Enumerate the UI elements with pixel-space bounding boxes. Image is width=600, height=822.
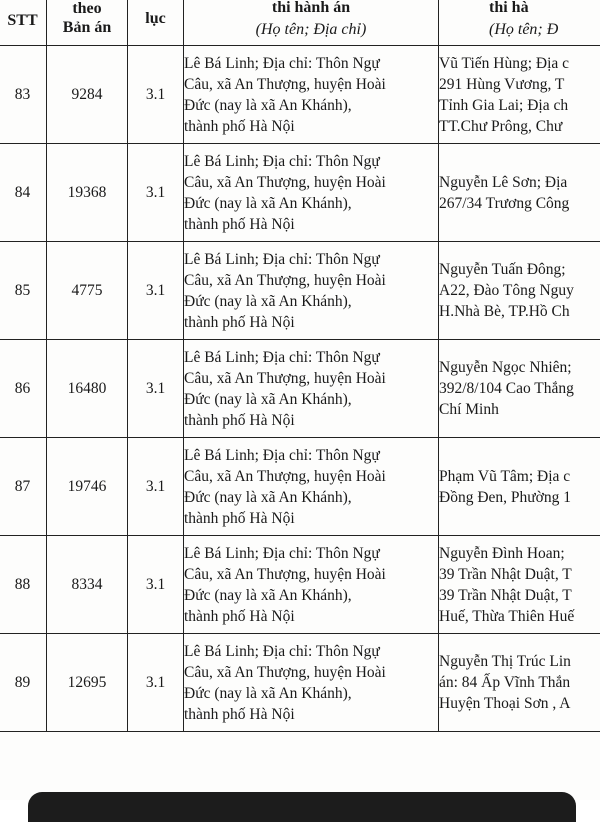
bottom-edge-shape <box>28 792 576 822</box>
cell-phu-luc <box>128 46 184 144</box>
other-line: 392/8/104 Cao Thắng <box>439 378 600 399</box>
cell-stt-text: 84 <box>15 184 31 201</box>
cell-phu-luc-text: 3.1 <box>146 478 165 495</box>
cell-stt <box>0 242 47 340</box>
cell-phu-luc <box>128 242 184 340</box>
nguoi-line: Đức (nay là xã An Khánh), <box>184 683 438 704</box>
nguoi-line: Câu, xã An Thượng, huyện Hoài <box>184 172 438 193</box>
table-row <box>0 340 600 438</box>
other-line: án: 84 Ấp Vĩnh Thắn <box>439 672 600 693</box>
cell-ban-an <box>47 634 128 732</box>
nguoi-line: Lê Bá Linh; Địa chỉ: Thôn Ngự <box>184 249 438 270</box>
nguoi-line: Câu, xã An Thượng, huyện Hoài <box>184 74 438 95</box>
cell-stt-text: 89 <box>15 674 31 691</box>
cell-phu-luc <box>128 438 184 536</box>
cell-nguoi-duoc-thi-hanh <box>439 46 600 144</box>
cell-stt-text: 86 <box>15 380 31 397</box>
nguoi-line: thành phố Hà Nội <box>184 606 438 627</box>
other-line: 39 Trần Nhật Duật, T <box>439 585 600 606</box>
cell-phu-luc-text: 3.1 <box>146 576 165 593</box>
cell-phu-luc-text: 3.1 <box>146 282 165 299</box>
cell-phu-luc <box>128 144 184 242</box>
table-row <box>0 46 600 144</box>
table-row <box>0 144 600 242</box>
nguoi-line: Câu, xã An Thượng, huyện Hoài <box>184 564 438 585</box>
header-other-sub: (Họ tên; Đ <box>489 20 600 39</box>
cell-stt-text: 83 <box>15 86 31 103</box>
cell-ban-an <box>47 144 128 242</box>
nguoi-line: Lê Bá Linh; Địa chỉ: Thôn Ngự <box>184 641 438 662</box>
nguoi-line: thành phố Hà Nội <box>184 704 438 725</box>
table-row <box>0 438 600 536</box>
cell-stt <box>0 340 47 438</box>
nguoi-line: Câu, xã An Thượng, huyện Hoài <box>184 270 438 291</box>
nguoi-line: thành phố Hà Nội <box>184 508 438 529</box>
header-ban-an <box>47 0 128 46</box>
cell-nguoi-phai-thi-hanh <box>184 340 439 438</box>
nguoi-line: thành phố Hà Nội <box>184 116 438 137</box>
cell-ban-an <box>47 242 128 340</box>
other-line: Huế, Thừa Thiên Huế <box>439 606 600 627</box>
other-line: Nguyễn Đình Hoan; <box>439 543 600 564</box>
nguoi-line: Lê Bá Linh; Địa chỉ: Thôn Ngự <box>184 347 438 368</box>
cell-ban-an-text: 8334 <box>72 576 103 593</box>
cell-phu-luc <box>128 536 184 634</box>
other-line: Nguyễn Tuấn Đông; <box>439 259 600 280</box>
header-nguoi-duoc-thi-hanh <box>439 0 600 46</box>
cell-stt <box>0 438 47 536</box>
nguoi-line: Đức (nay là xã An Khánh), <box>184 291 438 312</box>
nguoi-line: Đức (nay là xã An Khánh), <box>184 95 438 116</box>
cell-nguoi-duoc-thi-hanh <box>439 536 600 634</box>
cell-nguoi-phai-thi-hanh <box>184 242 439 340</box>
nguoi-line: thành phố Hà Nội <box>184 312 438 333</box>
other-line: Nguyễn Lê Sơn; Địa <box>439 172 600 193</box>
nguoi-line: Lê Bá Linh; Địa chỉ: Thôn Ngự <box>184 151 438 172</box>
nguoi-line: Câu, xã An Thượng, huyện Hoài <box>184 466 438 487</box>
cell-phu-luc <box>128 340 184 438</box>
cell-phu-luc-text: 3.1 <box>146 380 165 397</box>
other-line: H.Nhà Bè, TP.Hồ Ch <box>439 301 600 322</box>
nguoi-line: Lê Bá Linh; Địa chỉ: Thôn Ngự <box>184 445 438 466</box>
nguoi-line: thành phố Hà Nội <box>184 214 438 235</box>
other-line: Nguyễn Thị Trúc Lin <box>439 651 600 672</box>
nguoi-line: Đức (nay là xã An Khánh), <box>184 585 438 606</box>
cell-nguoi-phai-thi-hanh <box>184 536 439 634</box>
cell-nguoi-phai-thi-hanh <box>184 144 439 242</box>
table-body <box>0 46 600 732</box>
cell-nguoi-duoc-thi-hanh <box>439 340 600 438</box>
cell-phu-luc-text: 3.1 <box>146 184 165 201</box>
other-line: 39 Trần Nhật Duật, T <box>439 564 600 585</box>
cell-stt-text: 88 <box>15 576 31 593</box>
table-row <box>0 536 600 634</box>
cell-ban-an-text: 19368 <box>68 184 107 201</box>
other-line: A22, Đào Tông Nguy <box>439 280 600 301</box>
cell-nguoi-phai-thi-hanh <box>184 438 439 536</box>
nguoi-line: Đức (nay là xã An Khánh), <box>184 389 438 410</box>
header-ban-an-top: theo <box>47 0 127 18</box>
other-line: Phạm Vũ Tâm; Địa c <box>439 466 600 487</box>
cell-nguoi-duoc-thi-hanh <box>439 634 600 732</box>
other-line: Đồng Đen, Phường 1 <box>439 487 600 508</box>
cell-ban-an-text: 4775 <box>72 282 103 299</box>
table-header-row <box>0 0 600 46</box>
cell-ban-an-text: 19746 <box>68 478 107 495</box>
other-line: Huyện Thoại Sơn , A <box>439 693 600 714</box>
nguoi-line: Lê Bá Linh; Địa chỉ: Thôn Ngự <box>184 53 438 74</box>
cell-ban-an <box>47 46 128 144</box>
cell-stt <box>0 634 47 732</box>
nguoi-line: Đức (nay là xã An Khánh), <box>184 487 438 508</box>
cell-nguoi-duoc-thi-hanh <box>439 144 600 242</box>
other-line: TT.Chư Prông, Chư <box>439 116 600 137</box>
cell-phu-luc <box>128 634 184 732</box>
other-line: Chí Minh <box>439 399 600 420</box>
cell-phu-luc-text: 3.1 <box>146 674 165 691</box>
nguoi-line: Câu, xã An Thượng, huyện Hoài <box>184 662 438 683</box>
cell-ban-an-text: 16480 <box>68 380 107 397</box>
cell-ban-an-text: 12695 <box>68 674 107 691</box>
nguoi-line: Lê Bá Linh; Địa chỉ: Thôn Ngự <box>184 543 438 564</box>
cell-nguoi-phai-thi-hanh <box>184 634 439 732</box>
cell-nguoi-duoc-thi-hanh <box>439 242 600 340</box>
cell-stt <box>0 46 47 144</box>
header-other-top: thi hà <box>489 0 600 17</box>
cell-nguoi-duoc-thi-hanh <box>439 438 600 536</box>
cell-stt-text: 85 <box>15 282 31 299</box>
cell-ban-an <box>47 536 128 634</box>
cell-ban-an-text: 9284 <box>72 86 103 103</box>
other-line: Nguyễn Ngọc Nhiên; <box>439 357 600 378</box>
other-line: Tỉnh Gia Lai; Địa ch <box>439 95 600 116</box>
nguoi-line: Câu, xã An Thượng, huyện Hoài <box>184 368 438 389</box>
header-nguoi-phai-thi-hanh <box>184 0 439 46</box>
header-stt <box>0 0 47 46</box>
header-stt-label: STT <box>7 12 37 29</box>
cell-stt-text: 87 <box>15 478 31 495</box>
table-row <box>0 242 600 340</box>
cell-ban-an <box>47 340 128 438</box>
header-phu-luc-label: lục <box>145 10 165 27</box>
cell-nguoi-phai-thi-hanh <box>184 46 439 144</box>
cell-stt <box>0 536 47 634</box>
header-nguoi-sub: (Họ tên; Địa chỉ) <box>184 20 438 39</box>
other-line: Vũ Tiến Hùng; Địa c <box>439 53 600 74</box>
header-ban-an-label: Bản án <box>63 19 111 36</box>
cell-stt <box>0 144 47 242</box>
table-row <box>0 634 600 732</box>
other-line: 291 Hùng Vương, T <box>439 74 600 95</box>
nguoi-line: thành phố Hà Nội <box>184 410 438 431</box>
nguoi-line: Đức (nay là xã An Khánh), <box>184 193 438 214</box>
header-phu-luc <box>128 0 184 46</box>
cell-phu-luc-text: 3.1 <box>146 86 165 103</box>
cell-ban-an <box>47 438 128 536</box>
other-line: 267/34 Trương Công <box>439 193 600 214</box>
header-nguoi-top: thi hành án <box>184 0 438 17</box>
